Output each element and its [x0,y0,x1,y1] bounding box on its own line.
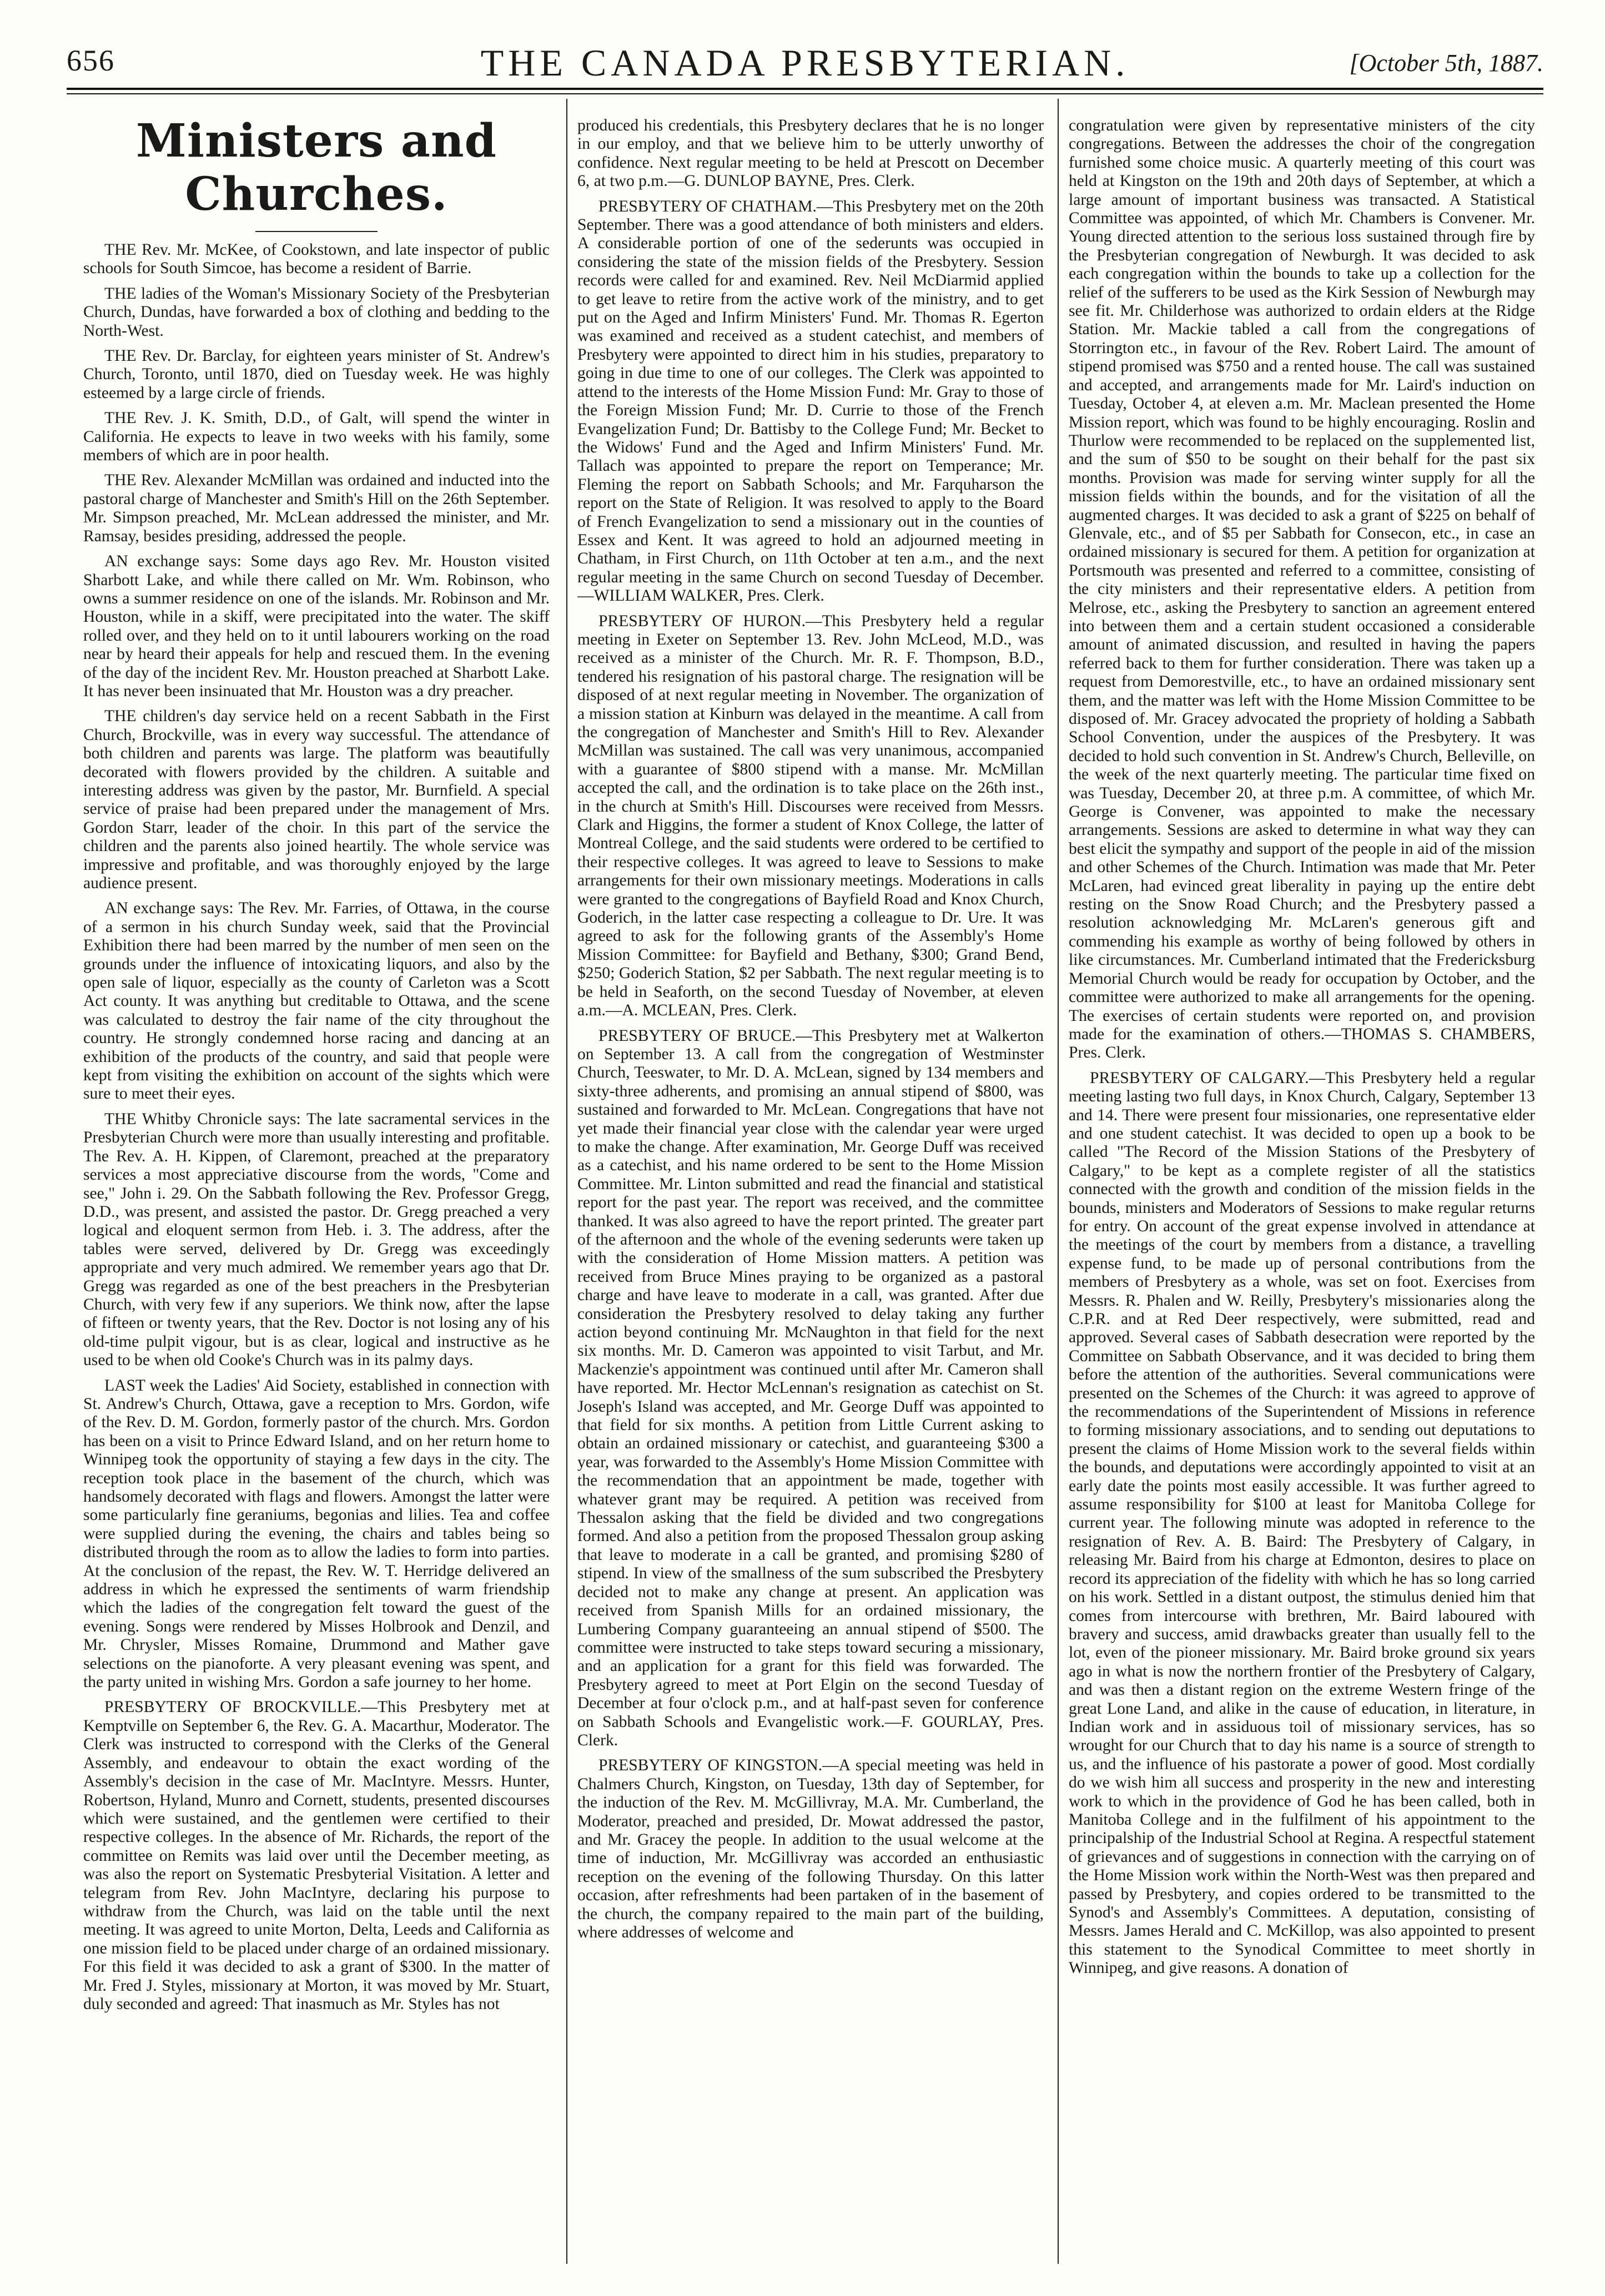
presbytery-report: PRESBYTERY OF BRUCE.—This Presbytery met at Walkerton on September 13. A call from the congregation of Westminster Church, Teeswater, to Mr. D. A. McLean, signed by 134 members and sixty-three adherents, and promising an annual stipend of $800, was sustained and forwarded to Mr. McLean. Congregations that have not yet made their financial year close with the calendar year were urged to make the change. After examination, Mr. George Duff was received as a catechist, and his name ordered to be sent to the Home Mission Committee. Mr. Linton submitted and read the financial and statistical report for the past year. The report was received, and the committee thanked. It was also agreed to have the report printed. The greater part of the afternoon and the whole of the evening sederunts were taken up with the consideration of Home Mission matters. A petition was received from Bruce Mines praying to be organized as a pastoral charge and have leave to moderate in a call, was granted. After due consideration the Presbytery resolved to delay taking any further action beyond continuing Mr. McNaughton in that field for the next six months. Mr. D. Cameron was appointed to visit Tarbut, and Mr. Mackenzie's appointment was continued until after Mr. Cameron shall have reported. Mr. Hector McLennan's resignation as catechist on St. Joseph's Island was accepted, and Mr. George Duff was appointed to that field for six months. A petition from Little Current asking to obtain an ordained missionary or catechist, and guaranteeing $300 a year, was forwarded to the Assembly's Home Mission Committee with the recommendation that an appointment be made, together with whatever grant may be required. A petition was received from Thessalon asking that the field be divided and two congregations formed. And also a petition from the proposed Thessalon group asking that leave to moderate in a call be granted, and promising $280 of stipend. In view of the smallness of the sum subscribed the Presbytery decided not to make any change at present. An application was received from Spanish Mills for an ordained missionary, the Lumbering Company guaranteeing an annual stipend of $500. The committee were instructed to take steps toward securing a missionary, and an application for a grant for this field was forwarded. The Presbytery agreed to meet at Port Elgin on the second Tuesday of December at four o'clock p.m., and at half-past seven for conference on Sabbath Schools and Evangelistic work.—F. GOURLAY, Pres. Clerk. [577,1026,1044,1749]
news-item: THE Rev. Dr. Barclay, for eighteen years minister of St. Andrew's Church, Toronto, until 1870, died on Tuesday week. He was highly esteemed by a large circle of friends. [83,347,550,402]
news-item: THE Whitby Chronicle says: The late sacramental services in the Presbyterian Church were more than usually interesting and profitable. The Rev. A. H. Kippen, of Claremont, preached at the preparatory services a most appreciative discourse from the words, "Come and see," John i. 29. On the Sabbath following the Rev. Professor Gregg, D.D., was present, and assisted the pastor. Dr. Gregg preached a very logical and eloquent sermon from Heb. i. 3. The address, after the tables were served, delivered by Dr. Gregg was exceedingly appropriate and very much admired. We remember years ago that Dr. Gregg was regarded as one of the best preachers in the Presbyterian Church, with very few if any superiors. We think now, after the lapse of fifteen or twenty years, that the Rev. Doctor is not losing any of his old-time pulpit vigour, but is as clear, logical and instructive as he used to be when old Cooke's Church was in its palmy days. [83,1110,550,1369]
presbytery-report-continued: congratulation were given by representative ministers of the city congregations. Between the addresses the choir of the congregation furnished some choice music. A quarterly meeting of this court was held at Kingston on the 19th and 20th days of September, at which a large amount of important business was transacted. A Statistical Committee was appointed, of which Mr. Chambers is Convener. Mr. Young directed attention to the serious loss sustained through fire by the Presbyterian congregation of Newburgh. It was decided to ask each congregation within the bounds to take up a collection for the relief of the sufferers to be used as the Kirk Session of Newburgh may see fit. Mr. Childerhose was authorized to ordain elders at the Ridge Station. Mr. Mackie tabled a call from the congregations of Storrington etc., in favour of the Rev. Robert Laird. The amount of stipend promised was $750 and a rented house. The call was sustained and accepted, and arrangements made for Mr. Laird's induction on Tuesday, October 4, at eleven a.m. Mr. Maclean presented the Home Mission report, which was found to be highly encouraging. Roslin and Thurlow were recommended to be replaced on the supplemented list, and the sum of $50 to be sought on their behalf for the past six months. Provision was made for serving winter supply for all the mission fields within the bounds, and for the visitation of all the augmented charges. It was decided to ask a grant of $225 on behalf of Glenvale, etc., and of $5 per Sabbath for Consecon, etc., in case an ordained missionary is secured for them. A petition for organization at Portsmouth was presented and referred to a committee, consisting of the city ministers and their representative elders. A petition from Melrose, etc., asking the Presbytery to sanction an agreement entered into between them and a certain student occasioned a considerable amount of animated discussion, and resulted in having the papers referred back to them for further consideration. There was taken up a request from Demorestville, etc., to have an ordained missionary sent them, and the matter was left with the Home Mission Committee to be disposed of. Mr. Gracey advocated the propriety of holding a Sabbath School Convention, under the auspices of the Presbytery. It was decided to hold such convention in St. Andrew's Church, Belleville, on the week of the next quarterly meeting. The particular time fixed on was Tuesday, December 20, at three p.m. A committee, of which Mr. George is Convener, was appointed to make the necessary arrangements. Sessions are asked to determine in what way they can best elicit the sympathy and support of the people in aid of the mission and other Schemes of the Church. Intimation was made that Mr. Peter McLaren, had evinced great liberality in paying up the entire debt resting on the Snow Road Church; and the Presbytery passed a resolution acknowledging Mr. McLaren's generous gift and commending his example as worthy of being followed by others in like circumstances. Mr. Cumberland intimated that the Fredericksburg Memorial Church would be ready for occupation by October, and the committee were authorized to make all arrangements for the opening. The exercises of certain students were reported on, and provision made for the examination of others.—THOMAS S. CHAMBERS, Pres. Clerk. [1069,117,1535,1062]
section-title: Ministers and Churches. [136,114,497,221]
column-1 [83,111,550,2265]
header-rule [67,88,1543,90]
news-item: THE Rev. Mr. McKee, of Cookstown, and late inspector of public schools for South Simcoe, has become a resident of Barrie. [83,241,550,278]
news-item: AN exchange says: The Rev. Mr. Farries, of Ottawa, in the course of a sermon in his church Sunday week, said that the Provincial Exhibition there had been marred by the number of men seen on the grounds under the influence of intoxicating liquors, and also by the open sale of liquor, especially as the county of Carleton was a Scott Act county. It was anything but creditable to Ottawa, and the scene was calculated to destroy the fair name of the city throughout the country. He strongly condemned horse racing and dancing at an exhibition of the products of the country, and said that people were kept from visiting the exhibition on account of the sights which were sure to meet their eyes. [83,899,550,1103]
news-item: THE children's day service held on a recent Sabbath in the First Church, Brockville, was in every way successful. The attendance of both children and parents was large. The platform was beautifully decorated with flowers provided by the children. A suitable and interesting address was given by the pastor, Mr. Burnfield. A special service of praise had been prepared under the management of Mrs. Gordon Starr, leader of the choir. In this part of the service the children and the parents also joined heartily. The whole service was impressive and profitable, and was thoroughly enjoyed by the large audience present. [83,707,550,892]
news-item: AN exchange says: Some days ago Rev. Mr. Houston visited Sharbott Lake, and while there called on Mr. Wm. Robinson, who owns a summer residence on one of the islands. Mr. Robinson and Mr. Houston, while in a skiff, were precipitated into the water. The skiff rolled over, and they held on to it until labourers working on the road near by heard their appeals for help and rescued them. In the evening of the day of the incident Rev. Mr. Houston preached at Sharbott Lake. It has never been insinuated that Mr. Houston was a dry preacher. [83,552,550,700]
presbytery-report: PRESBYTERY OF HURON.—This Presbytery held a regular meeting in Exeter on September 13. Rev. John McLeod, M.D., was received as a minister of the Church. Mr. R. F. Thompson, B.D., tendered his resignation of his pastoral charge. The resignation will be disposed of at next regular meeting in November. The organization of a mission station at Kinburn was delayed in the meantime. A call from the congregation of Manchester and Smith's Hill to Rev. Alexander McMillan was sustained. The call was very unanimous, accompanied with a guarantee of $800 stipend with a manse. Mr. McMillan accepted the call, and the ordination is to take place on the 26th inst., in the church at Smith's Hill. Discourses were received from Messrs. Clark and Higgins, the former a student of Knox College, the latter of Montreal College, and the said students were ordered to be certified to their respective colleges. It was agreed to leave to Sessions to make arrangements for their own missionary meetings. Moderations in calls were granted to the congregations of Bayfield Road and Knox Church, Goderich, in the latter case respecting a colleague to Dr. Ure. It was agreed to ask for the following grants of the Assembly's Home Mission Committee: for Bayfield and Bethany, $300; Grand Bend, $250; Goderich Station, $2 per Sabbath. The next regular meeting is to be held in Seaforth, on the second Tuesday of November, at eleven a.m.—A. MCLEAN, Pres. Clerk. [577,612,1044,1020]
presbytery-report: PRESBYTERY OF CHATHAM.—This Presbytery met on the 20th September. There was a good attendance of both ministers and elders. A considerable portion of one of the sederunts was occupied in considering the state of the mission fields of the Presbytery. Session records were called for and examined. Rev. Neil McDiarmid applied to get leave to retire from the active work of the ministry, and to get put on the Aged and Infirm Ministers' Fund. Mr. Thomas R. Egerton was examined and received as a student catechist, and members of Presbytery were appointed to direct him in his studies, preparatory to going in due time to one of our colleges. The Clerk was appointed to attend to the interests of the Home Mission Fund: Mr. Gray to those of the Foreign Mission Fund; Mr. D. Currie to those of the French Evangelization Fund; Dr. Battisby to the College Fund; Mr. Becket to the Widows' Fund and the Aged and Infirm Ministers' Fund. Mr. Tallach was appointed to prepare the report on Temperance; Mr. Fleming the report on Sabbath Schools; and Mr. Farquharson the report on the State of Religion. It was resolved to apply to the Board of French Evangelization to send a missionary out in the counties of Essex and Kent. It was agreed to hold an adjourned meeting in Chatham, in First Church, on 11th October at ten a.m., and the next regular meeting in the same Church on second Tuesday of December.—WILLIAM WALKER, Pres. Clerk. [577,197,1044,605]
presbytery-report: PRESBYTERY OF CALGARY.—This Presbytery held a regular meeting lasting two full days, in Knox Church, Calgary, September 13 and 14. There were present four missionaries, one representative elder and one student catechist. It was decided to open up a book to be called "The Record of the Mission Stations of the Presbytery of Calgary," to be kept as a complete register of all the statistics connected with the growth and condition of the mission fields in the bounds, ministers and Moderators of Sessions to make regular returns for entry. On account of the great expense involved in attendance at the meetings of the court by members from a distance, a travelling expense fund, to be made up of personal contributions from the members of Presbytery as a whole, was set on foot. Exercises from Messrs. R. Phalen and W. Reilly, Presbytery's missionaries along the C.P.R. and at Red Deer respectively, were submitted, read and approved. Several cases of Sabbath desecration were reported by the Committee on Sabbath Observance, and it was decided to bring them before the attention of the authorities. Several communications were presented on the Schemes of the Church: it was agreed to approve of the recommendations of the Superintendent of Missions in reference to forming missionary associations, and to sending out deputations to present the claims of Home Mission work to the several fields within the bounds, and deputations were accordingly appointed to visit at an early date the points most easily accessible. It was further agreed to assume responsibility for $100 at least for Manitoba College for current year. The following minute was adopted in reference to the resignation of Rev. A. B. Baird: The Presbytery of Calgary, in releasing Mr. Baird from his charge at Edmonton, desires to place on record its appreciation of the fidelity with which he has so long carried on his work. Settled in a distant outpost, the stimulus denied him that comes from intercourse with brethren, Mr. Baird laboured with bravery and success, amid drawbacks greater than usually fell to the lot, even of the pioneer missionary. Mr. Baird broke ground six years ago in what is now the northern frontier of the Presbytery of Calgary, and was then a distant region on the extreme Western fringe of the great Lone Land, and alike in the cause of education, in literature, in Indian work and in assiduous toil of missionary services, has so wrought for our Church that to day his name is a source of strength to us, and the influence of his pastorate a power of good. Most cordially do we wish him all success and prosperity in the new and interesting work to which in the providence of God he has been called, both in Manitoba College and in the fulfilment of his appointment to the principalship of the Industrial School at Regina. A respectful statement of grievances and of suggestions in connection with the carrying on of the Home Mission work within the North-West was then prepared and passed by Presbytery, and copies ordered to be transmitted to the Synod's and Assembly's Committees. A deputation, consisting of Messrs. James Herald and C. McKillop, was also appointed to present this statement to the Synodical Committee to meet shortly in Winnipeg, and give reasons. A donation of [1069,1069,1535,1977]
page-header [67,39,1543,83]
presbytery-report: PRESBYTERY OF KINGSTON.—A special meeting was held in Chalmers Church, Kingston, on Tuesday, 13th day of September, for the induction of the Rev. M. McGillivray, M.A. Mr. Cumberland, the Moderator, preached and presided, Dr. Mowat addressed the pastor, and Mr. Gracey the people. In addition to the usual welcome at the time of induction, Mr. McGillivray was accorded an enthusiastic reception on the evening of the following Thursday. On this latter occasion, after refreshments had been partaken of in the basement of the church, the company repaired to the main part of the building, where addresses of welcome and [577,1756,1044,1941]
news-item: THE ladies of the Woman's Missionary Society of the Presbyterian Church, Dundas, have forwarded a box of clothing and bedding to the North-West. [83,284,550,340]
page-number: 656 [67,44,115,77]
issue-date: [October 5th, 1887. [1349,49,1543,77]
news-item: THE Rev. Alexander McMillan was ordained and inducted into the pastoral charge of Manchester and Smith's Hill on the 26th September. Mr. Simpson preached, Mr. McLean addressed the minister, and Mr. Ramsay, besides presiding, addressed the people. [83,471,550,545]
section-title-rule [255,231,378,232]
news-item: LAST week the Ladies' Aid Society, established in connection with St. Andrew's Church, Ottawa, gave a reception to Mrs. Gordon, wife of the Rev. D. M. Gordon, formerly pastor of the church. Mrs. Gordon has been on a visit to Prince Edward Island, and on her return home to Winnipeg took the opportunity of staying a few days in the city. The reception took place in the basement of the church, which was handsomely decorated with flags and flowers. Amongst the latter were some particularly fine geraniums, begonias and lilies. Tea and coffee were supplied during the evening, the chairs and tables being so distributed through the room as to allow the ladies to form into parties. At the conclusion of the repast, the Rev. W. T. Herridge delivered an address in which he expressed the sentiments of warm friendship which the ladies of the congregation felt toward the guest of the evening. Songs were rendered by Misses Holbrook and Denzil, and Mr. Chrysler, Misses Romaine, Drummond and Mather gave selections on the pianoforte. A very pleasant evening was spent, and the party united in wishing Mrs. Gordon a safe journey to her home. [83,1376,550,1691]
header-rule-thin [67,93,1543,94]
news-item: THE Rev. J. K. Smith, D.D., of Galt, will spend the winter in California. He expects to leave in two weeks with his family, some members of which are in poor health. [83,409,550,465]
column-divider [566,99,567,2264]
presbytery-report-continued: produced his credentials, this Presbytery declares that he is no longer in our employ, and that we believe him to be utterly unworthy of confidence. Next regular meeting to be held at Prescott on December 6, at two p.m.—G. DUNLOP BAYNE, Pres. Clerk. [577,117,1044,190]
column-2 [577,117,1044,2270]
presbytery-report: PRESBYTERY OF BROCKVILLE.—This Presbytery met at Kemptville on September 6, the Rev. G. A. Macarthur, Moderator. The Clerk was instructed to correspond with the Clerks of the General Assembly, and endeavour to obtain the exact wording of the Assembly's decision in the case of Mr. MacIntyre. Messrs. Hunter, Robertson, Hyland, Munro and Cornett, students, presented discourses which were sustained, and the gentlemen were certified to their respective colleges. In the absence of Mr. Richards, the report of the committee on Remits was laid over until the December meeting, as was also the report on Systematic Presbyterial Visitation. A letter and telegram from Rev. John MacIntyre, declaring his purpose to withdraw from the Church, was laid on the table until the next meeting. It was agreed to unite Morton, Delta, Leeds and California as one mission field to be placed under charge of an ordained missionary. For this field it was decided to ask a grant of $300. In the matter of Mr. Fred J. Styles, missionary at Morton, it was moved by Mr. Stuart, duly seconded and agreed: That inasmuch as Mr. Styles has not [83,1698,550,2013]
column-3 [1069,117,1535,2270]
column-divider [1058,99,1059,2264]
running-title: THE CANADA PRESBYTERIAN. [480,42,1130,84]
